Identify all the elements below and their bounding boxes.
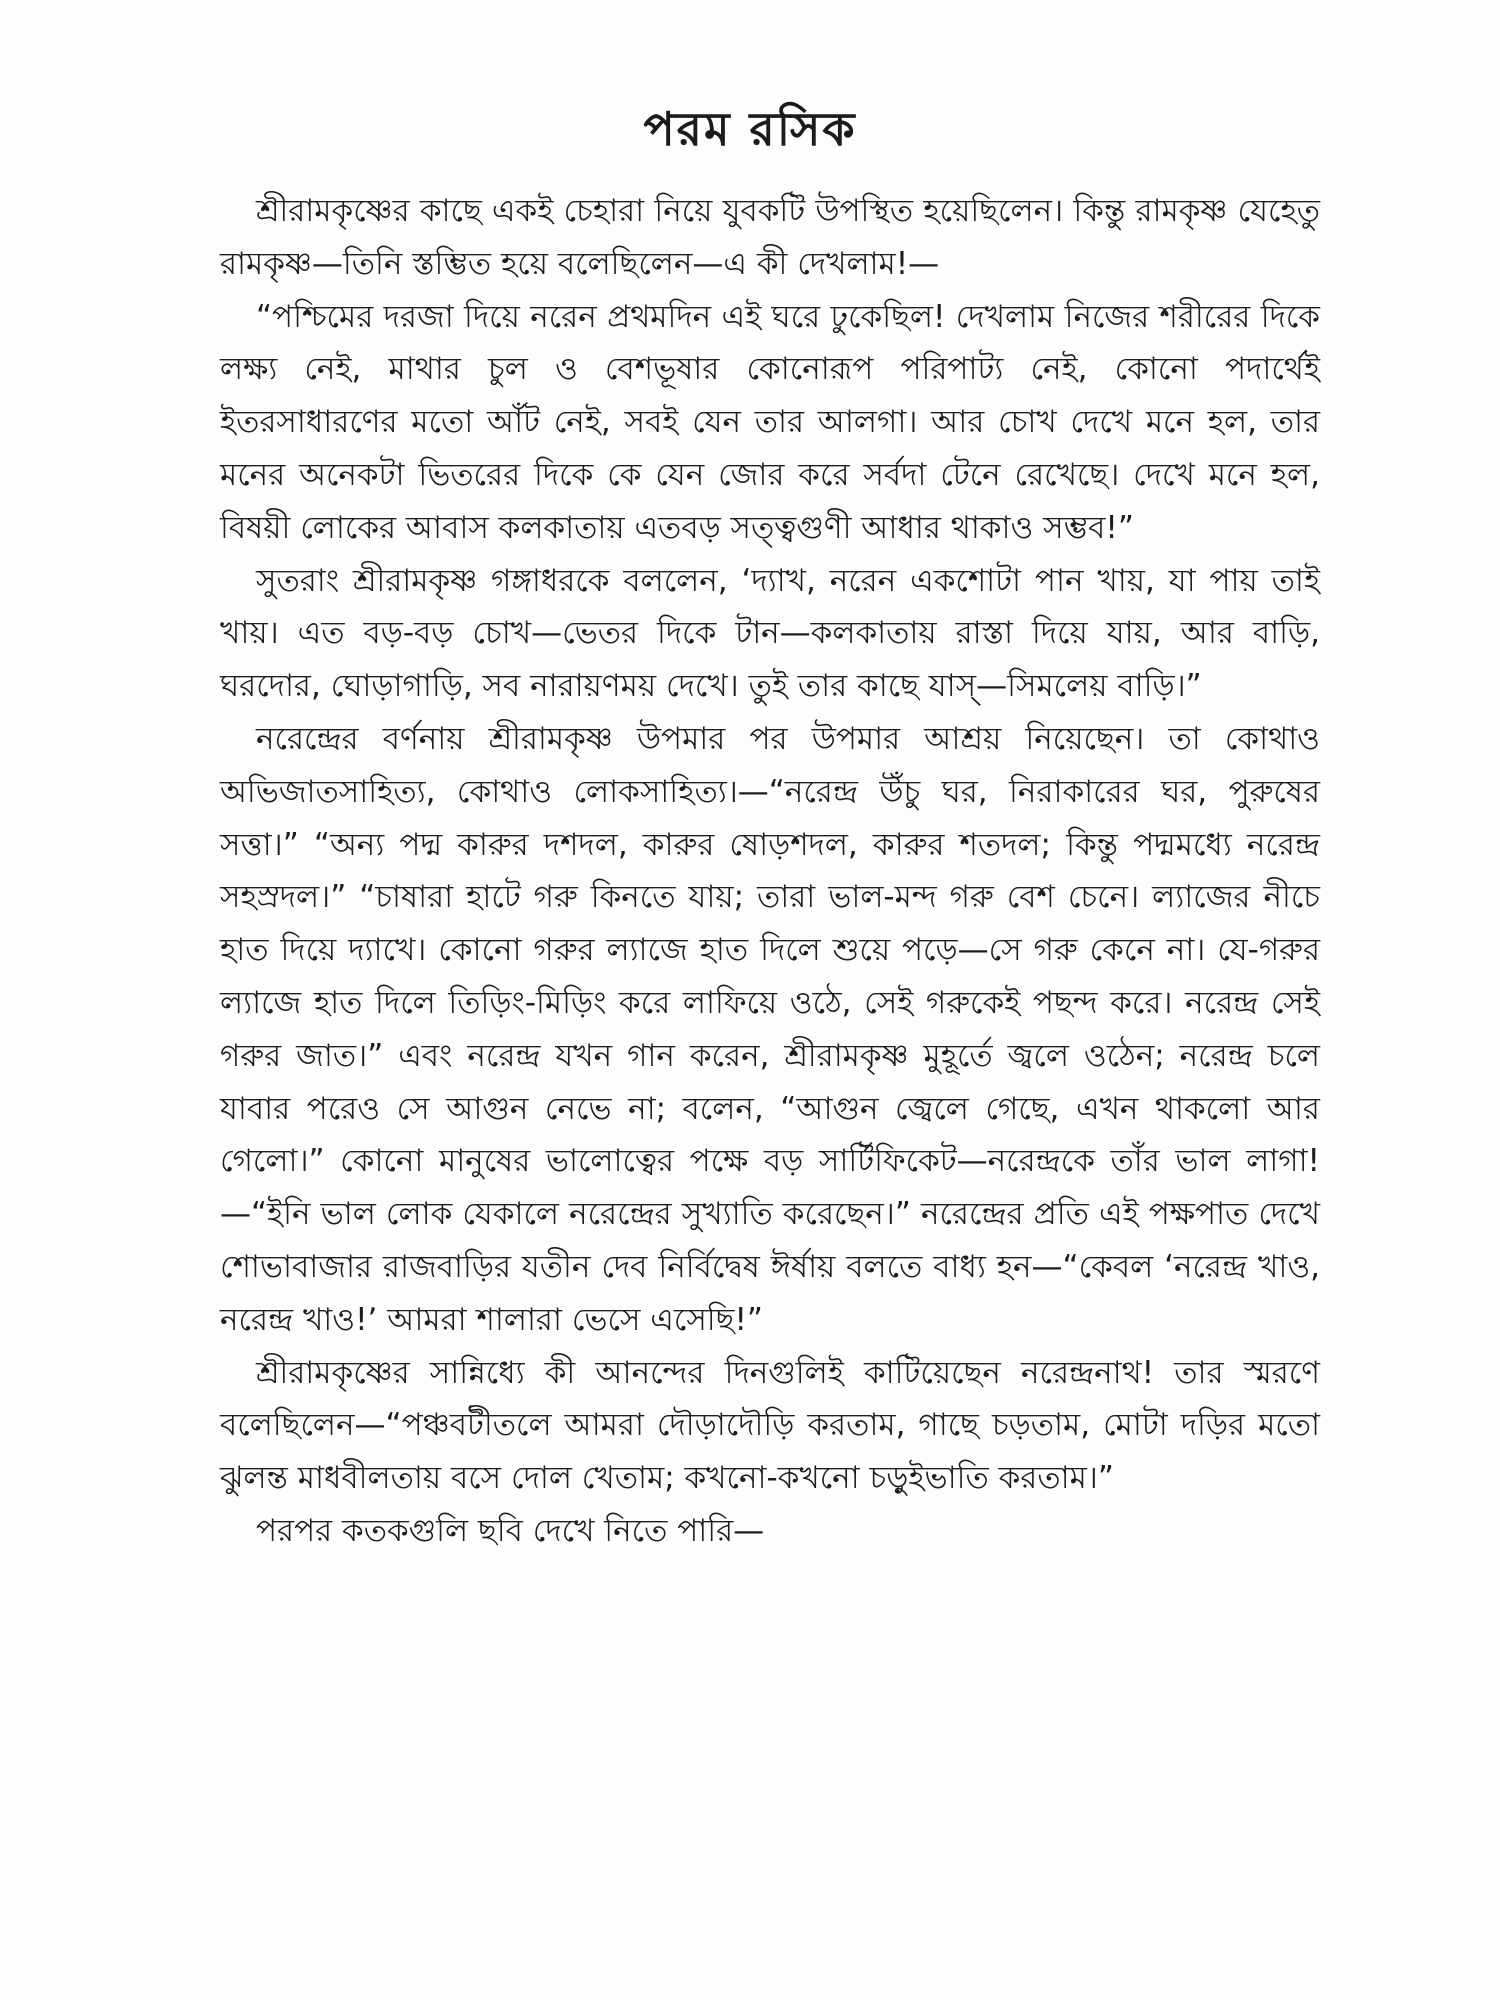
paragraph: নরেন্দ্রের বর্ণনায় শ্রীরামকৃষ্ণ উপমার পর উপমার আশ্রয় নিয়েছেন। তা কোথাও অভিজাতসাহিত্য, কোথাও লোকসাহিত্য।—“নরেন্দ্র উঁচু ঘর, নিরাকারের ঘর, পুরুষের সত্তা।” “অন্য পদ্ম কারুর দশদল, কারুর ষোড়শদল, কারুর শতদল; কিন্তু পদ্মমধ্যে নরেন্দ্র সহস্রদল।” “চাষারা হাটে গরু কিনতে যায়; তারা ভাল-মন্দ গরু বেশ চেনে। ল্যাজের নীচে হাত দিয়ে দ্যাখে। কোনো গরুর ল্যাজে হাত দিলে শুয়ে পড়ে—সে গরু কেনে না। যে-গরুর ল্যাজে হাত দিলে তিড়িং-মিড়িং করে লাফিয়ে ওঠে, সেই গরুকেই পছন্দ করে। নরেন্দ্র সেই গরুর জাত।” এবং নরেন্দ্র যখন গান করেন, শ্রীরামকৃষ্ণ মুহূর্তে জ্বলে ওঠেন; নরেন্দ্র চলে যাবার পরেও সে আগুন নেভে না; বলেন, “আগুন জ্বেলে গেছে, এখন থাকলো আর গেলো।” কোনো মানুষের ভালোত্বের পক্ষে বড় সার্টিফিকেট—নরেন্দ্রকে তাঁর ভাল লাগা!—“ইনি ভাল লোক যেকালে নরেন্দ্রের সুখ্যাতি করেছেন।” নরেন্দ্রের প্রতি এই পক্ষপাত দেখে শোভাবাজার রাজবাড়ির যতীন দেব নির্বিদ্বেষ ঈর্ষায় বলতে বাধ্য হন—“কেবল ‘নরেন্দ্র খাও, নরেন্দ্র খাও!’ আমরা শালারা ভেসে এসেছি!” xyxy=(220,720,1320,1338)
body-text xyxy=(220,185,1320,1558)
paragraph: “পশ্চিমের দরজা দিয়ে নরেন প্রথমদিন এই ঘরে ঢুকেছিল! দেখলাম নিজের শরীরের দিকে লক্ষ্য নেই, মাথার চুল ও বেশভূষার কোনোরূপ পরিপাট্য নেই, কোনো পদার্থেই ইতরসাধারণের মতো আঁট নেই, সবই যেন তার আলগা। আর চোখ দেখে মনে হল, তার মনের অনেকটা ভিতরের দিকে কে যেন জোর করে সর্বদা টেনে রেখেছে। দেখে মনে হল, বিষয়ী লোকের আবাস কলকাতায় এতবড় সত্ত্বগুণী আধার থাকাও সম্ভব!” xyxy=(220,298,1320,546)
paragraph: পরপর কতকগুলি ছবি দেখে নিতে পারি— xyxy=(256,1512,765,1549)
paragraph: শ্রীরামকৃষ্ণের সান্নিধ্যে কী আনন্দের দিনগুলিই কাটিয়েছেন নরেন্দ্রনাথ! তার স্মরণে বলেছিলেন—“পঞ্চবটীতলে আমরা দৌড়াদৌড়ি করতাম, গাছে চড়তাম, মোটা দড়ির মতো ঝুলন্ত মাধবীলতায় বসে দোল খেতাম; কখনো-কখনো চড়ুইভাতি করতাম।” xyxy=(220,1354,1320,1497)
page-title: পরম রসিক xyxy=(643,102,857,156)
paragraph: শ্রীরামকৃষ্ণের কাছে একই চেহারা নিয়ে যুবকটি উপস্থিত হয়েছিলেন। কিন্তু রামকৃষ্ণ যেহেতু রামকৃষ্ণ—তিনি স্তম্ভিত হয়ে বলেছিলেন—এ কী দেখলাম!— xyxy=(220,193,1320,282)
paragraph: সুতরাং শ্রীরামকৃষ্ণ গঙ্গাধরকে বললেন, ‘দ্যাখ, নরেন একশোটা পান খায়, যা পায় তাই খায়। এত বড়-বড় চোখ—ভেতর দিকে টান—কলকাতায় রাস্তা দিয়ে যায়, আর বাড়ি, ঘরদোর, ঘোড়াগাড়ি, সব নারায়ণময় দেখে। তুই তার কাছে যাস্—সিমলেয় বাড়ি।” xyxy=(220,562,1320,705)
